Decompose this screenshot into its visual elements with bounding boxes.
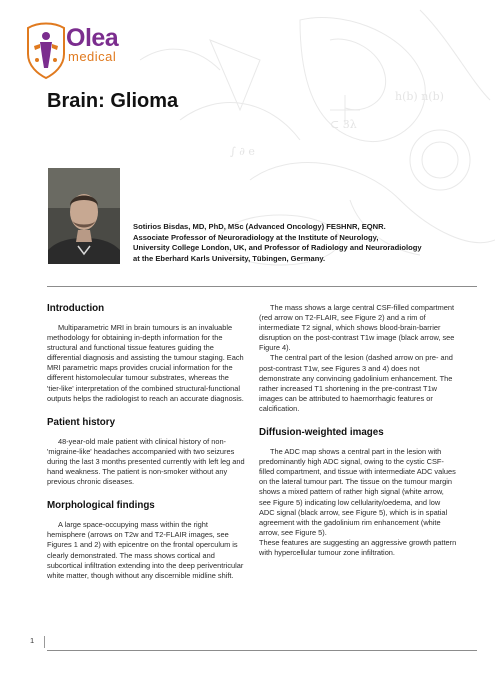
- page-title: Brain: Glioma: [47, 90, 179, 112]
- logo-wordmark-olea: Olea: [66, 24, 119, 52]
- left-column: [47, 303, 245, 581]
- author-photo: [48, 168, 120, 264]
- section-heading-morphological-findings: Morphological findings: [47, 500, 155, 512]
- author-line: at the Eberhard Karls University, Tübingen, Germany.: [133, 253, 326, 263]
- svg-text:∫ ∂ e: ∫ ∂ e: [230, 145, 255, 158]
- diffusion-paragraph: The ADC map shows a central part in the lesion with predominantly high ADC signal, owing to the cystic CSF-filled compartment, and tissue with intermediate ADC values on the lateral tumour part. The tissue on the tumour margin shows a mixed pattern of rather high signal (white arrow, see Figure 5) indicating low cellularity/oedema, and low ADC signal (black arrow, see Figure 5), which is in spatial agreement with the gadolinium rim enhancement (white arrow, see Figure 5).: [259, 447, 456, 537]
- logo-wordmark-medical: medical: [68, 49, 117, 64]
- diffusion-paragraph: These features are suggesting an aggressive growth pattern with hypercellular tumour zone infiltration.: [259, 537, 457, 557]
- morphological-paragraph: A large space-occupying mass within the right hemisphere (arrows on T2w and T2-FLAIR images, see Figures 1 and 2) with epicentre on the frontal operculum is clearly demonstrated. The mass shows cortical and subcortical infiltration extending into the deep periventricular white matter, though without any discernible midline shift.: [47, 520, 244, 580]
- page-number: 1: [30, 636, 35, 645]
- author-line: Associate Professor of Neuroradiology at the Institute of Neurology,: [133, 232, 379, 242]
- section-heading-patient-history: Patient history: [47, 416, 116, 428]
- morphological-cont-paragraph: The central part of the lesion (dashed arrow on pre- and post-contrast T1w, see Figures 3 and 4) does not demonstrate any convincing gadolinium enhancement. The rather increased T1 shortening in the pre-contrast T1w images can be attributed to haemorrhagic features or calcification.: [259, 353, 453, 413]
- page-number-divider: [44, 636, 45, 648]
- author-line: Sotirios Bisdas, MD, PhD, MSc (Advanced Oncology) FESHNR, EQNR.: [133, 222, 386, 231]
- author-line: University College London, UK, and Professor of Radiology and Neuroradiology: [133, 243, 422, 253]
- introduction-paragraph: Multiparametric MRI in brain tumours is an invaluable methodology for obtaining in-depth information for the structural and functional tissue features guiding the differential diagnosis and assisting the tumour staging. Each MRI parametric maps provides crucial information for the different histomolecular tumour substrates, whereas the 'tier-like' interpretation of the combined structural-functional outputs helps the radiologist to reach an accurate diagnosis.: [47, 323, 244, 403]
- section-heading-introduction: Introduction: [47, 303, 105, 314]
- section-heading-diffusion-weighted-images: Diffusion-weighted images: [259, 427, 384, 439]
- patient-history-paragraph: 48-year-old male patient with clinical history of non- 'migraine-like' headaches accompanied with two seizures during the last 3 months presented currently with left leg and hand weakness. The patient is non-smoker without any previous chronic diseases.: [47, 436, 245, 487]
- footer-divider: [47, 650, 477, 651]
- svg-text:⊂ 3λ: ⊂ 3λ: [330, 118, 357, 131]
- right-column: [259, 303, 457, 558]
- morphological-cont-paragraph: The mass shows a large central CSF-filled compartment (red arrow on T2-FLAIR, see Figure 2) and a rim of intermediate T2 signal, which shows blood-brain-barrier disruption on the post-contrast T1w image (black arrow, see Figure 4).: [259, 303, 455, 353]
- svg-text:h(b) n(b): h(b) n(b): [395, 90, 444, 103]
- header-divider: [47, 286, 477, 287]
- author-block: [133, 222, 473, 264]
